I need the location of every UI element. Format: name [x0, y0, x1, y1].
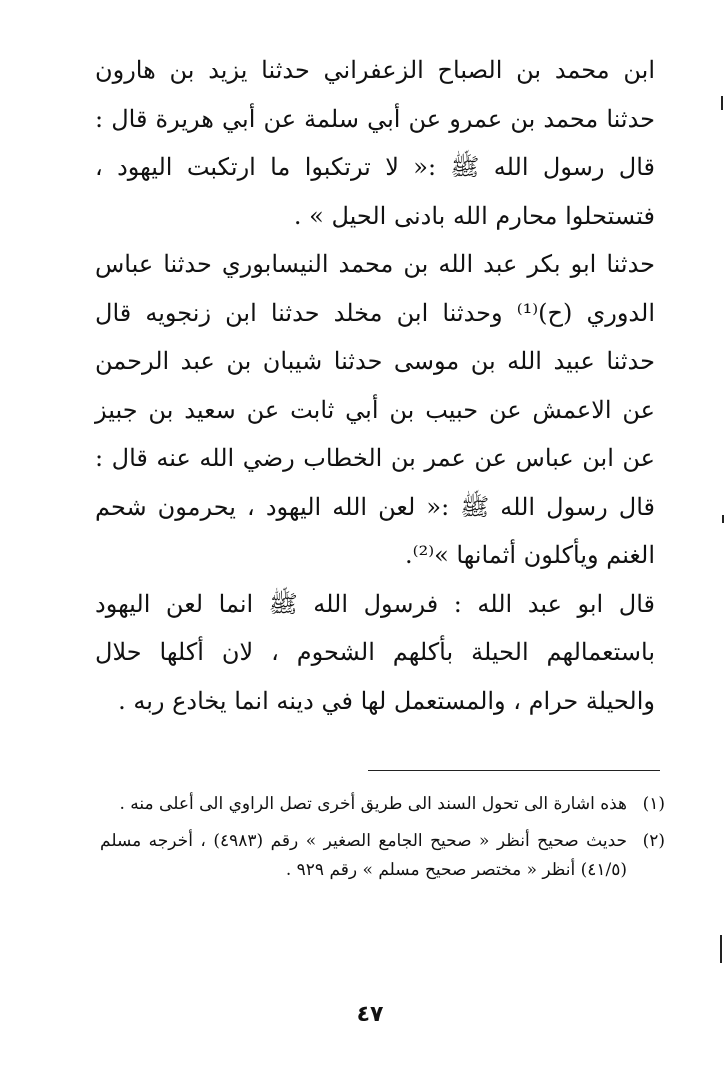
- scan-edge-mark: [722, 515, 724, 523]
- paragraph-1: ابن محمد بن الصباح الزعفراني حدثنا يزيد بن هارون حدثنا محمد بن عمرو عن أبي سلمة عن أبي هريرة قال : قال رسول الله ﷺ :« لا ترتكبوا ما ارتكبت اليهود ، فتستحلوا محارم الله بادنى الحيل » .: [95, 56, 655, 230]
- footnotes: [100, 790, 665, 893]
- footnote-1: [100, 790, 665, 819]
- footnote-number: (٢): [642, 831, 665, 851]
- scan-edge-mark: [721, 96, 723, 110]
- page-number: ٤٧: [356, 1002, 384, 1027]
- main-text: [95, 46, 655, 725]
- scan-edge-mark: [720, 935, 722, 963]
- footnote-text: هذه اشارة الى تحول السند الى طريق أخرى تصل الراوي الى أعلى منه .: [119, 794, 627, 814]
- paragraph-2: حدثنا ابو بكر عبد الله بن محمد النيسابوري حدثنا عباس الدوري (ح)⁽¹⁾ وحدثنا ابن مخلد حدثنا ابن زنجويه قال حدثنا عبيد الله بن موسى حدثنا شيبان بن عبد الرحمن عن الاعمش عن حبيب بن أبي ثابت عن سعيد بن جبيز عن ابن عباس عن عمر بن الخطاب رضي الله عنه قال : قال رسول الله ﷺ :« لعن الله اليهود ، يحرمون شحم الغنم ويأكلون أثمانها »⁽²⁾.: [95, 250, 656, 569]
- paragraph-3: قال ابو عبد الله : فرسول الله ﷺ انما لعن اليهود باستعمالهم الحيلة بأكلهم الشحوم ، لان أكلها حلال والحيلة حرام ، والمستعمل لها في دينه انما يخادع ربه .: [95, 589, 655, 715]
- footnote-separator: [368, 770, 660, 771]
- footnote-number: (١): [642, 794, 665, 814]
- footnote-2: [100, 827, 665, 885]
- footnote-text: حديث صحيح أنظر « صحيح الجامع الصغير » رقم (٤٩٨٣) ، أخرجه مسلم (٤١/٥) أنظر « مختصر صحيح مسلم » رقم ٩٢٩ .: [100, 831, 627, 880]
